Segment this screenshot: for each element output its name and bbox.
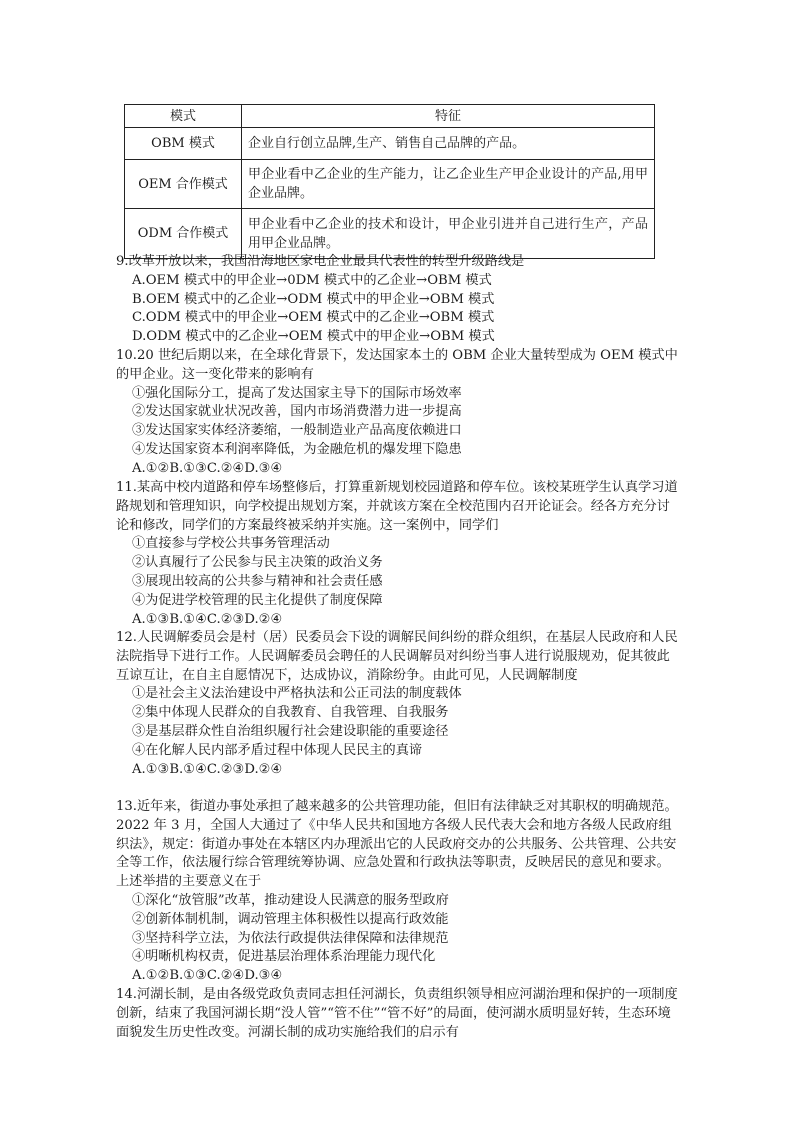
statement-3: ③坚持科学立法，为依法行政提供法律保障和法律规范 — [132, 930, 449, 946]
question-stem: 14.河湖长制，是由各级党政负责同志担任河湖长，负责组织领导相应河湖治理和保护的一项制度创新，结束了我国河湖长期“没人管”“管不住”“管不好”的局面，使河湖水质明显好转，生态环境面貌发生历史性改变。河湖长制的成功实施给我们的启示有 — [116, 987, 678, 1040]
mode-feature-table — [124, 104, 655, 259]
option-c: C.ODM 模式中的甲企业→OEM 模式中的乙企业→OBM 模式 — [132, 310, 495, 326]
question-11 — [116, 479, 681, 629]
question-12 — [116, 629, 681, 779]
table-cell-feature: 企业自行创立品牌,生产、销售自己品牌的产品。 — [242, 128, 655, 160]
statement-3: ③发达国家实体经济萎缩，一般制造业产品高度依赖进口 — [132, 423, 462, 439]
question-stem: 13.近年来，街道办事处承担了越来越多的公共管理功能，但旧有法律缺乏对其职权的明确规范。2022 年 3 月，全国人大通过了《中华人民共和国地方各级人民代表大会和地方各级人民政府组织法》，规定：街道办事处在本辖区内办理派出它的人民政府交办的公共服务、公共管理、公共安全等工作，依法履行综合管理统筹协调、应急处置和行政执法等职责，反映居民的意见和要求。上述举措的主要意义在于 — [116, 799, 678, 890]
answer-choices: A.①②B.①③C.②④D.③④ — [132, 968, 283, 984]
option-d: D.ODM 模式中的乙企业→OEM 模式中的甲企业→OBM 模式 — [132, 329, 495, 345]
option-b: B.OEM 模式中的乙企业→ODM 模式中的甲企业→OBM 模式 — [132, 291, 495, 307]
table-row — [125, 128, 655, 160]
table-cell-feature: 甲企业看中乙企业的技术和设计，甲企业引进并自己进行生产，产品用甲企业品牌。 — [242, 209, 655, 259]
question-stem: 9.改革开放以来，我国沿海地区家电企业最具代表性的转型升级路线是 — [116, 254, 525, 269]
answer-choices: A.①③B.①④C.②③D.②④ — [132, 611, 283, 627]
statement-2: ②集中体现人民群众的自我教育、自我管理、自我服务 — [132, 705, 449, 721]
question-stem: 12.人民调解委员会是村（居）民委员会下设的调解民间纠纷的群众组织，在基层人民政府和人民法院指导下进行工作。人民调解委员会聘任的人民调解员对纠纷当事人进行说服规劝，促其彼此互谅互让，在自主自愿情况下，达成协议，消除纷争。由此可见，人民调解制度 — [116, 630, 678, 683]
statement-4: ④明晰机构权责，促进基层治理体系治理能力现代化 — [132, 949, 436, 965]
table-header-mode: 模式 — [125, 105, 242, 128]
table-cell-mode: OEM 合作模式 — [125, 160, 242, 209]
table-cell-feature: 甲企业看中乙企业的生产能力，让乙企业生产甲企业设计的产品,用甲企业品牌。 — [242, 160, 655, 209]
table-cell-mode: OBM 模式 — [125, 128, 242, 160]
table-cell-mode: ODM 合作模式 — [125, 209, 242, 259]
question-14 — [116, 986, 681, 1042]
question-stem: 10.20 世纪后期以来，在全球化背景下，发达国家本土的 OBM 企业大量转型成为 OEM 模式中的甲企业。这一变化带来的影响有 — [116, 348, 678, 382]
answer-choices: A.①②B.①③C.②④D.③④ — [132, 460, 283, 476]
table-header-feature: 特征 — [242, 105, 655, 128]
statement-2: ②认真履行了公民参与民主决策的政治义务 — [132, 555, 383, 571]
statement-4: ④为促进学校管理的民主化提供了制度保障 — [132, 592, 383, 608]
table-row — [125, 209, 655, 259]
statement-2: ②发达国家就业状况改善，国内市场消费潜力进一步提高 — [132, 404, 462, 420]
question-13 — [116, 798, 681, 986]
table-row — [125, 160, 655, 209]
option-a: A.OEM 模式中的甲企业→0DM 模式中的乙企业→OBM 模式 — [132, 272, 492, 288]
statement-1: ①直接参与学校公共事务管理活动 — [132, 536, 330, 552]
table-header-row — [125, 105, 655, 128]
statement-1: ①深化“放管服”改革，推动建设人民满意的服务型政府 — [132, 892, 449, 908]
answer-choices: A.①③B.①④C.②③D.②④ — [132, 761, 283, 777]
statement-3: ③展现出较高的公共参与精神和社会责任感 — [132, 573, 383, 589]
question-10 — [116, 347, 681, 479]
statement-4: ④在化解人民内部矛盾过程中体现人民民主的真谛 — [132, 742, 423, 758]
statement-3: ③是基层群众性自治组织履行社会建设职能的重要途径 — [132, 723, 449, 739]
statement-1: ①是社会主义法治建设中严格执法和公正司法的制度载体 — [132, 686, 462, 702]
question-9 — [116, 253, 681, 347]
statement-1: ①强化国际分工，提高了发达国家主导下的国际市场效率 — [132, 385, 462, 401]
statement-2: ②创新体制机制，调动管理主体积极性以提高行政效能 — [132, 911, 449, 927]
statement-4: ④发达国家资本利润率降低，为金融危机的爆发埋下隐患 — [132, 441, 462, 457]
question-stem: 11.某高中校内道路和停车场整修后，打算重新规划校园道路和停车位。该校某班学生认真学习道路规划和管理知识，向学校提出规划方案，并就该方案在全校范围内召开论证会。经各方充分讨论和修改，同学们的方案最终被采纳并实施。这一案例中，同学们 — [116, 480, 678, 533]
